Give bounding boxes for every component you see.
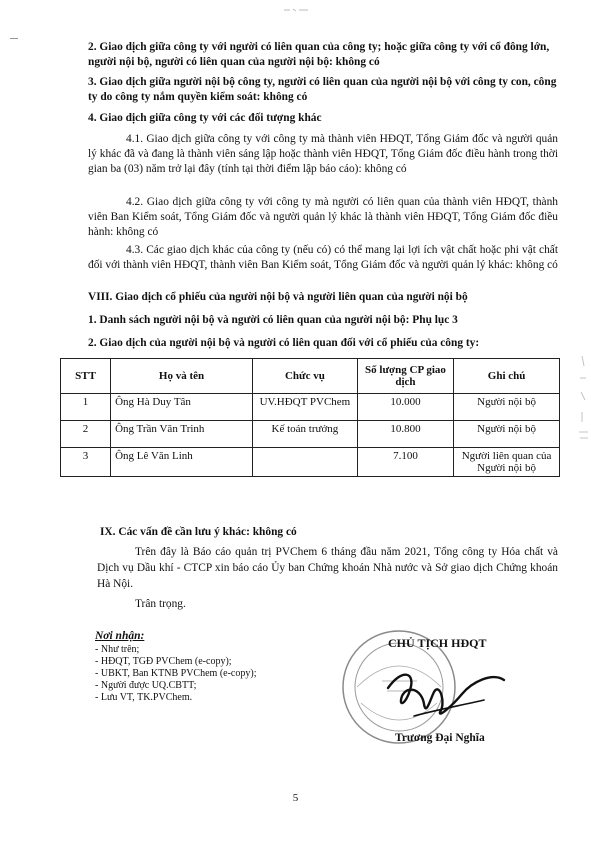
share-transactions-table bbox=[60, 358, 560, 477]
margin-dash bbox=[10, 38, 18, 39]
cell-name: Ông Trần Văn Trinh bbox=[111, 421, 253, 448]
cell-position: Kế toán trưởng bbox=[253, 421, 358, 448]
table-row bbox=[61, 394, 560, 421]
header-quantity: Số lượng CP giao dịch bbox=[357, 359, 453, 394]
list-item: - Như trên; bbox=[95, 644, 325, 656]
regards-text: Trân trọng. bbox=[135, 598, 186, 610]
recipients-title: Nơi nhận: bbox=[95, 630, 145, 642]
section-3-heading: 3. Giao dịch giữa người nội bộ công ty, người có liên quan của người nội bộ với công ty con, công ty do công ty nắm quyền kiểm soát: không có bbox=[88, 76, 557, 103]
list-item: - Người được UQ.CBTT; bbox=[95, 680, 325, 692]
section-8-heading: VIII. Giao dịch cổ phiếu của người nội bộ và người liên quan của người nội bộ bbox=[88, 291, 468, 303]
cell-stt: 3 bbox=[61, 448, 111, 477]
table-row bbox=[61, 448, 560, 477]
paragraph-4-2: 4.2. Giao dịch giữa công ty với công ty mà người có liên quan của thành viên HĐQT, thành viên Ban Kiểm soát, Tổng Giám đốc và người quản lý khác là thành viên HĐQT, Tổng Giám đốc điều hành: không có bbox=[88, 196, 558, 238]
cell-position bbox=[253, 448, 358, 477]
cell-stt: 1 bbox=[61, 394, 111, 421]
header-position: Chức vụ bbox=[253, 359, 358, 394]
recipients-list bbox=[95, 644, 325, 704]
section-2-heading: 2. Giao dịch giữa công ty với người có liên quan của công ty; hoặc giữa công ty với cổ đông lớn, người nội bộ, người có liên quan của người nội bộ: không có bbox=[88, 41, 550, 68]
header-note: Ghi chú bbox=[454, 359, 560, 394]
section-9-heading: IX. Các vấn đề cần lưu ý khác: không có bbox=[100, 526, 297, 538]
handwritten-signature bbox=[380, 660, 510, 733]
cell-name: Ông Hà Duy Tân bbox=[111, 394, 253, 421]
cell-quantity: 10.000 bbox=[357, 394, 453, 421]
section-8-2-heading: 2. Giao dịch của người nội bộ và người có liên quan đối với cổ phiếu của công ty: bbox=[88, 337, 480, 349]
cell-stt: 2 bbox=[61, 421, 111, 448]
paragraph-4-1: 4.1. Giao dịch giữa công ty với công ty mà thành viên HĐQT, Tổng Giám đốc và người quản lý khác đã và đang là thành viên sáng lập hoặc thành viên HĐQT, Tổng Giám đốc điều hành trong thời gian ba (03) năm trở lại đây (tính tại thời điểm lập báo cáo): không có bbox=[88, 133, 558, 175]
scan-mark bbox=[282, 4, 310, 10]
recipients-block bbox=[95, 630, 325, 704]
cell-note: Người nội bộ bbox=[454, 421, 560, 448]
header-name: Họ và tên bbox=[111, 359, 253, 394]
closing-paragraph: Trên đây là Báo cáo quản trị PVChem 6 tháng đầu năm 2021, Tổng công ty Hóa chất và Dịch vụ Dầu khí - CTCP xin báo cáo Ủy ban Chứng khoán Nhà nước và Sở giao dịch Chứng khoán Hà Nội. bbox=[97, 546, 558, 590]
signer-name: Trương Đại Nghĩa bbox=[395, 732, 485, 744]
cell-note: Người nội bộ bbox=[454, 394, 560, 421]
section-4-heading: 4. Giao dịch giữa công ty với các đối tượng khác bbox=[88, 112, 322, 124]
scan-margin-marks bbox=[576, 352, 591, 442]
cell-note: Người liên quan của Người nội bộ bbox=[454, 448, 560, 477]
cell-quantity: 10.800 bbox=[357, 421, 453, 448]
page-number: 5 bbox=[292, 792, 299, 804]
section-8-1-heading: 1. Danh sách người nội bộ và người có liên quan của người nội bộ: Phụ lục 3 bbox=[88, 314, 458, 326]
cell-position: UV.HĐQT PVChem bbox=[253, 394, 358, 421]
table-header-row bbox=[61, 359, 560, 394]
cell-quantity: 7.100 bbox=[357, 448, 453, 477]
header-stt: STT bbox=[61, 359, 111, 394]
list-item: - HĐQT, TGĐ PVChem (e-copy); bbox=[95, 656, 325, 668]
paragraph-4-3: 4.3. Các giao dịch khác của công ty (nếu có) có thể mang lại lợi ích vật chất hoặc phi vật chất đối với thành viên HĐQT, thành viên Ban Kiểm soát, Tổng Giám đốc và người quản lý khác: không có bbox=[88, 244, 558, 271]
cell-name: Ông Lê Văn Linh bbox=[111, 448, 253, 477]
list-item: - UBKT, Ban KTNB PVChem (e-copy); bbox=[95, 668, 325, 680]
list-item: - Lưu VT, TK.PVChem. bbox=[95, 692, 325, 704]
signer-title: CHỦ TỊCH HĐQT bbox=[388, 636, 487, 650]
table-row bbox=[61, 421, 560, 448]
